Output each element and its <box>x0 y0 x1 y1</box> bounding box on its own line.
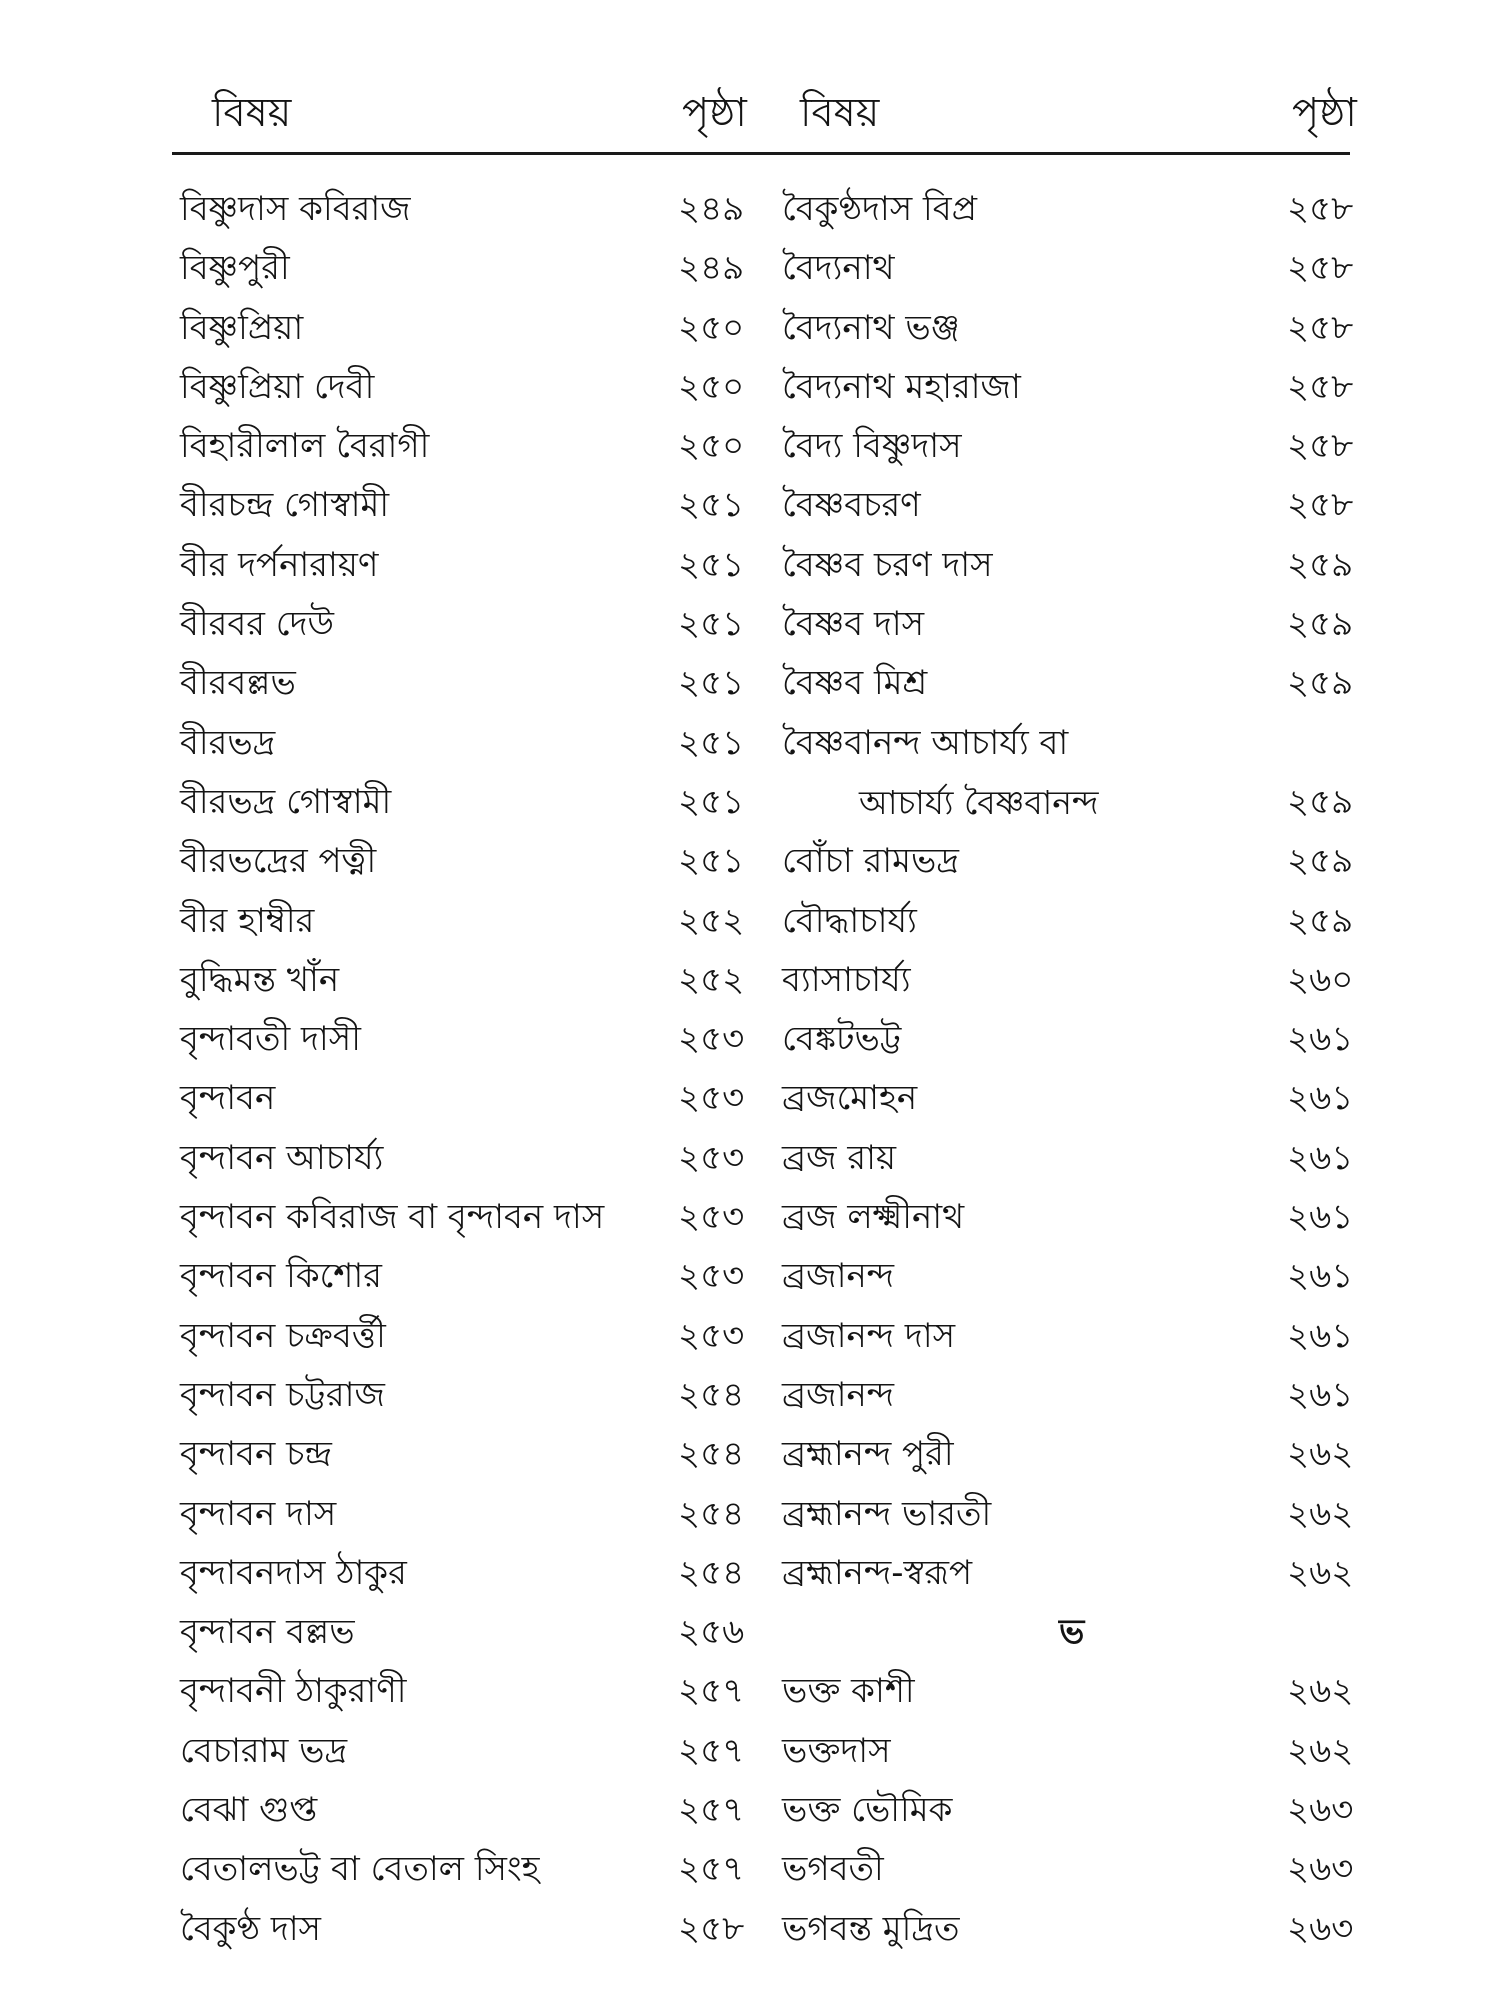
entry-name: ভক্তদাস <box>782 1730 891 1771</box>
entry-page-number: ২৬১ <box>1287 1256 1354 1297</box>
entry-name: ভক্ত ভৌমিক <box>782 1790 953 1831</box>
entry-name: বৃন্দাবন চন্দ্র <box>180 1434 332 1475</box>
entry-page-number: ২৫১ <box>678 604 745 645</box>
entry-name: বীরভদ্র গোস্বামী <box>180 781 392 822</box>
entry-name: বৈষ্ণবচরণ <box>782 485 921 526</box>
entry-name: বৃন্দাবন <box>180 1078 276 1119</box>
entry-name: বৈদ্য বিষ্ণুদাস <box>782 426 962 467</box>
entry-name: বীরবর দেউ <box>180 604 334 645</box>
entry-name: বৃন্দাবন দাস <box>180 1493 337 1534</box>
entry-page-number: ২৬১ <box>1287 1374 1354 1415</box>
entry-name: বেঝা গুপ্ত <box>180 1790 318 1831</box>
entry-name: ভগবন্ত মুদ্রিত <box>782 1908 960 1949</box>
entry-page-number: ২৫৩ <box>678 1137 745 1178</box>
entry-page-number: ২৫১ <box>678 841 745 882</box>
entry-name: বোঁচা রামভদ্র <box>782 841 959 882</box>
entry-name: বীরবল্লভ <box>180 663 296 704</box>
entry-page-number: ২৫১ <box>678 781 745 822</box>
entry-page-number: ২৬৩ <box>1287 1790 1354 1831</box>
right-subject-header: বিষয় <box>800 90 880 136</box>
entry-name: বৈদ্যনাথ <box>782 248 895 289</box>
entry-name: বৃন্দাবন বল্লভ <box>180 1612 355 1653</box>
entry-page-number: ২৫৪ <box>678 1434 745 1475</box>
entry-page-number: ২৬২ <box>1287 1671 1354 1712</box>
entry-page-number: ২৫১ <box>678 722 745 763</box>
left-subject-header: বিষয় <box>212 90 292 136</box>
entry-page-number: ২৫৩ <box>678 1019 745 1060</box>
entry-page-number: ২৫৭ <box>678 1790 745 1831</box>
entry-name: বিষ্ণুপ্রিয়া দেবী <box>180 366 375 407</box>
entry-name: বিহারীলাল বৈরাগী <box>180 426 430 467</box>
entry-page-number: ২৫৯ <box>1287 663 1354 704</box>
entry-page-number: ২৬২ <box>1287 1552 1354 1593</box>
entry-name: বুদ্ধিমন্ত খাঁন <box>180 959 340 1000</box>
entry-name: বীরভদ্র <box>180 722 276 763</box>
entry-name: বৃন্দাবন চট্টরাজ <box>180 1374 385 1415</box>
entry-page-number: ২৫০ <box>678 366 745 407</box>
entry-page-number: ২৫৮ <box>1287 426 1354 467</box>
entry-name: বৃন্দাবন চক্রবর্ত্তী <box>180 1315 386 1356</box>
entry-page-number: ২৫৮ <box>1287 248 1354 289</box>
entry-name: বৃন্দাবন আচার্য্য <box>180 1137 384 1178</box>
entry-page-number: ২৪৯ <box>678 189 745 229</box>
entry-page-number: ২৫৩ <box>678 1078 745 1119</box>
entry-name: বিষ্ণুপ্রিয়া <box>180 307 304 348</box>
entry-page-number: ২৬৩ <box>1287 1908 1354 1949</box>
entry-page-number: ২৫২ <box>678 959 745 1000</box>
entry-name: ব্রজমোহন <box>782 1078 918 1119</box>
entry-name: ব্রজানন্দ <box>782 1256 895 1297</box>
entry-page-number: ২৫০ <box>678 426 745 467</box>
entry-page-number: ২৫৭ <box>678 1730 745 1771</box>
entry-name: বিষ্ণুদাস কবিরাজ <box>180 189 411 229</box>
entry-name: বেতালভট্ট বা বেতাল সিংহ <box>180 1849 540 1890</box>
entry-page-number: ২৬০ <box>1287 959 1354 1000</box>
entry-page-number: ২৫৪ <box>678 1552 745 1593</box>
entry-page-number: ২৫৯ <box>1287 900 1354 941</box>
entry-name: ব্রহ্মানন্দ-স্বরূপ <box>782 1552 973 1593</box>
entry-name: বৈকুণ্ঠ দাস <box>180 1908 322 1949</box>
entry-page-number: ২৬১ <box>1287 1078 1354 1119</box>
entry-name: বীর হাম্বীর <box>180 900 315 941</box>
entry-name: ব্যাসাচার্য্য <box>782 959 911 1000</box>
entry-name: ব্রজ রায় <box>782 1137 897 1178</box>
entry-page-number: ২৬১ <box>1287 1137 1354 1178</box>
entry-page-number: ২৬২ <box>1287 1434 1354 1475</box>
entry-name: বৈদ্যনাথ মহারাজা <box>782 366 1021 407</box>
entry-name: বৃন্দাবন কিশোর <box>180 1256 382 1297</box>
entry-page-number: ২৫৯ <box>1287 604 1354 645</box>
entry-name: বৃন্দাবতী দাসী <box>180 1019 361 1060</box>
entry-page-number: ২৫৮ <box>1287 366 1354 407</box>
entry-page-number: ২৫৩ <box>678 1197 745 1238</box>
entry-name: বৃন্দাবনদাস ঠাকুর <box>180 1552 407 1593</box>
entry-page-number: ২৪৯ <box>678 248 745 289</box>
entry-page-number: ২৬৩ <box>1287 1849 1354 1890</box>
entry-name: ব্রজ লক্ষ্মীনাথ <box>782 1197 965 1238</box>
entry-name: ভক্ত কাশী <box>782 1671 915 1712</box>
entry-page-number: ২৫৮ <box>678 1908 745 1949</box>
entry-name: বৃন্দাবন কবিরাজ বা বৃন্দাবন দাস <box>180 1197 605 1238</box>
entry-page-number: ২৬১ <box>1287 1019 1354 1060</box>
entry-name: বৈষ্ণব দাস <box>782 604 925 645</box>
entry-page-number: ২৫৬ <box>678 1612 745 1653</box>
entry-page-number: ২৫১ <box>678 663 745 704</box>
entry-page-number: ২৫৯ <box>1287 544 1354 585</box>
entry-page-number: ২৫৪ <box>678 1493 745 1534</box>
entry-name: বৈষ্ণব চরণ দাস <box>782 544 993 585</box>
entry-page-number: ২৫৩ <box>678 1315 745 1356</box>
entry-name: বীরভদ্রের পত্নী <box>180 841 377 882</box>
entry-name: বীর দর্পনারায়ণ <box>180 544 379 585</box>
entry-page-number: ২৫৯ <box>1287 841 1354 882</box>
entry-page-number: ২৬১ <box>1287 1315 1354 1356</box>
entry-page-number: ২৫৮ <box>1287 307 1354 348</box>
entry-page-number: ২৬২ <box>1287 1493 1354 1534</box>
entry-name: বৈকুণ্ঠদাস বিপ্র <box>782 189 978 229</box>
entry-name: ব্রজানন্দ দাস <box>782 1315 956 1356</box>
left-page-header: পৃষ্ঠা <box>682 90 747 136</box>
entry-name: বিষ্ণুপুরী <box>180 248 290 289</box>
entry-name: বৌদ্ধাচার্য্য <box>782 900 917 941</box>
entry-page-number: ২৫৯ <box>1287 781 1354 822</box>
entry-name: বৈষ্ণবানন্দ আচার্য্য বা <box>782 722 1069 763</box>
entry-name: বৈদ্যনাথ ভঞ্জ <box>782 307 960 348</box>
entry-page-number: ২৫০ <box>678 307 745 348</box>
entry-page-number: ২৫৩ <box>678 1256 745 1297</box>
entry-name: বেঙ্কটভট্ট <box>782 1019 902 1060</box>
entry-page-number: ২৬১ <box>1287 1197 1354 1238</box>
entry-name: বৈষ্ণব মিশ্র <box>782 663 928 704</box>
entry-name: বীরচন্দ্র গোস্বামী <box>180 485 390 526</box>
entry-name: ভ <box>1059 1612 1085 1653</box>
entry-page-number: ২৫৪ <box>678 1374 745 1415</box>
entry-page-number: ২৫১ <box>678 544 745 585</box>
entry-page-number: ২৫৭ <box>678 1849 745 1890</box>
entry-name: ব্রহ্মানন্দ ভারতী <box>782 1493 992 1534</box>
entry-page-number: ২৬২ <box>1287 1730 1354 1771</box>
entry-name: আচার্য্য বৈষ্ণবানন্দ <box>859 782 1099 822</box>
entry-name: ভগবতী <box>782 1849 884 1890</box>
entry-name: বেচারাম ভদ্র <box>180 1730 348 1771</box>
entry-page-number: ২৫৮ <box>1287 189 1354 229</box>
entry-page-number: ২৫৮ <box>1287 485 1354 526</box>
entry-page-number: ২৫১ <box>678 485 745 526</box>
header-divider <box>172 152 1350 155</box>
entry-name: ব্রজানন্দ <box>782 1374 895 1415</box>
right-page-header: পৃষ্ঠা <box>1292 90 1357 136</box>
entry-name: বৃন্দাবনী ঠাকুরাণী <box>180 1671 407 1712</box>
entry-name: ব্রহ্মানন্দ পুরী <box>782 1434 954 1475</box>
entry-page-number: ২৫৭ <box>678 1671 745 1712</box>
entry-page-number: ২৫২ <box>678 900 745 941</box>
